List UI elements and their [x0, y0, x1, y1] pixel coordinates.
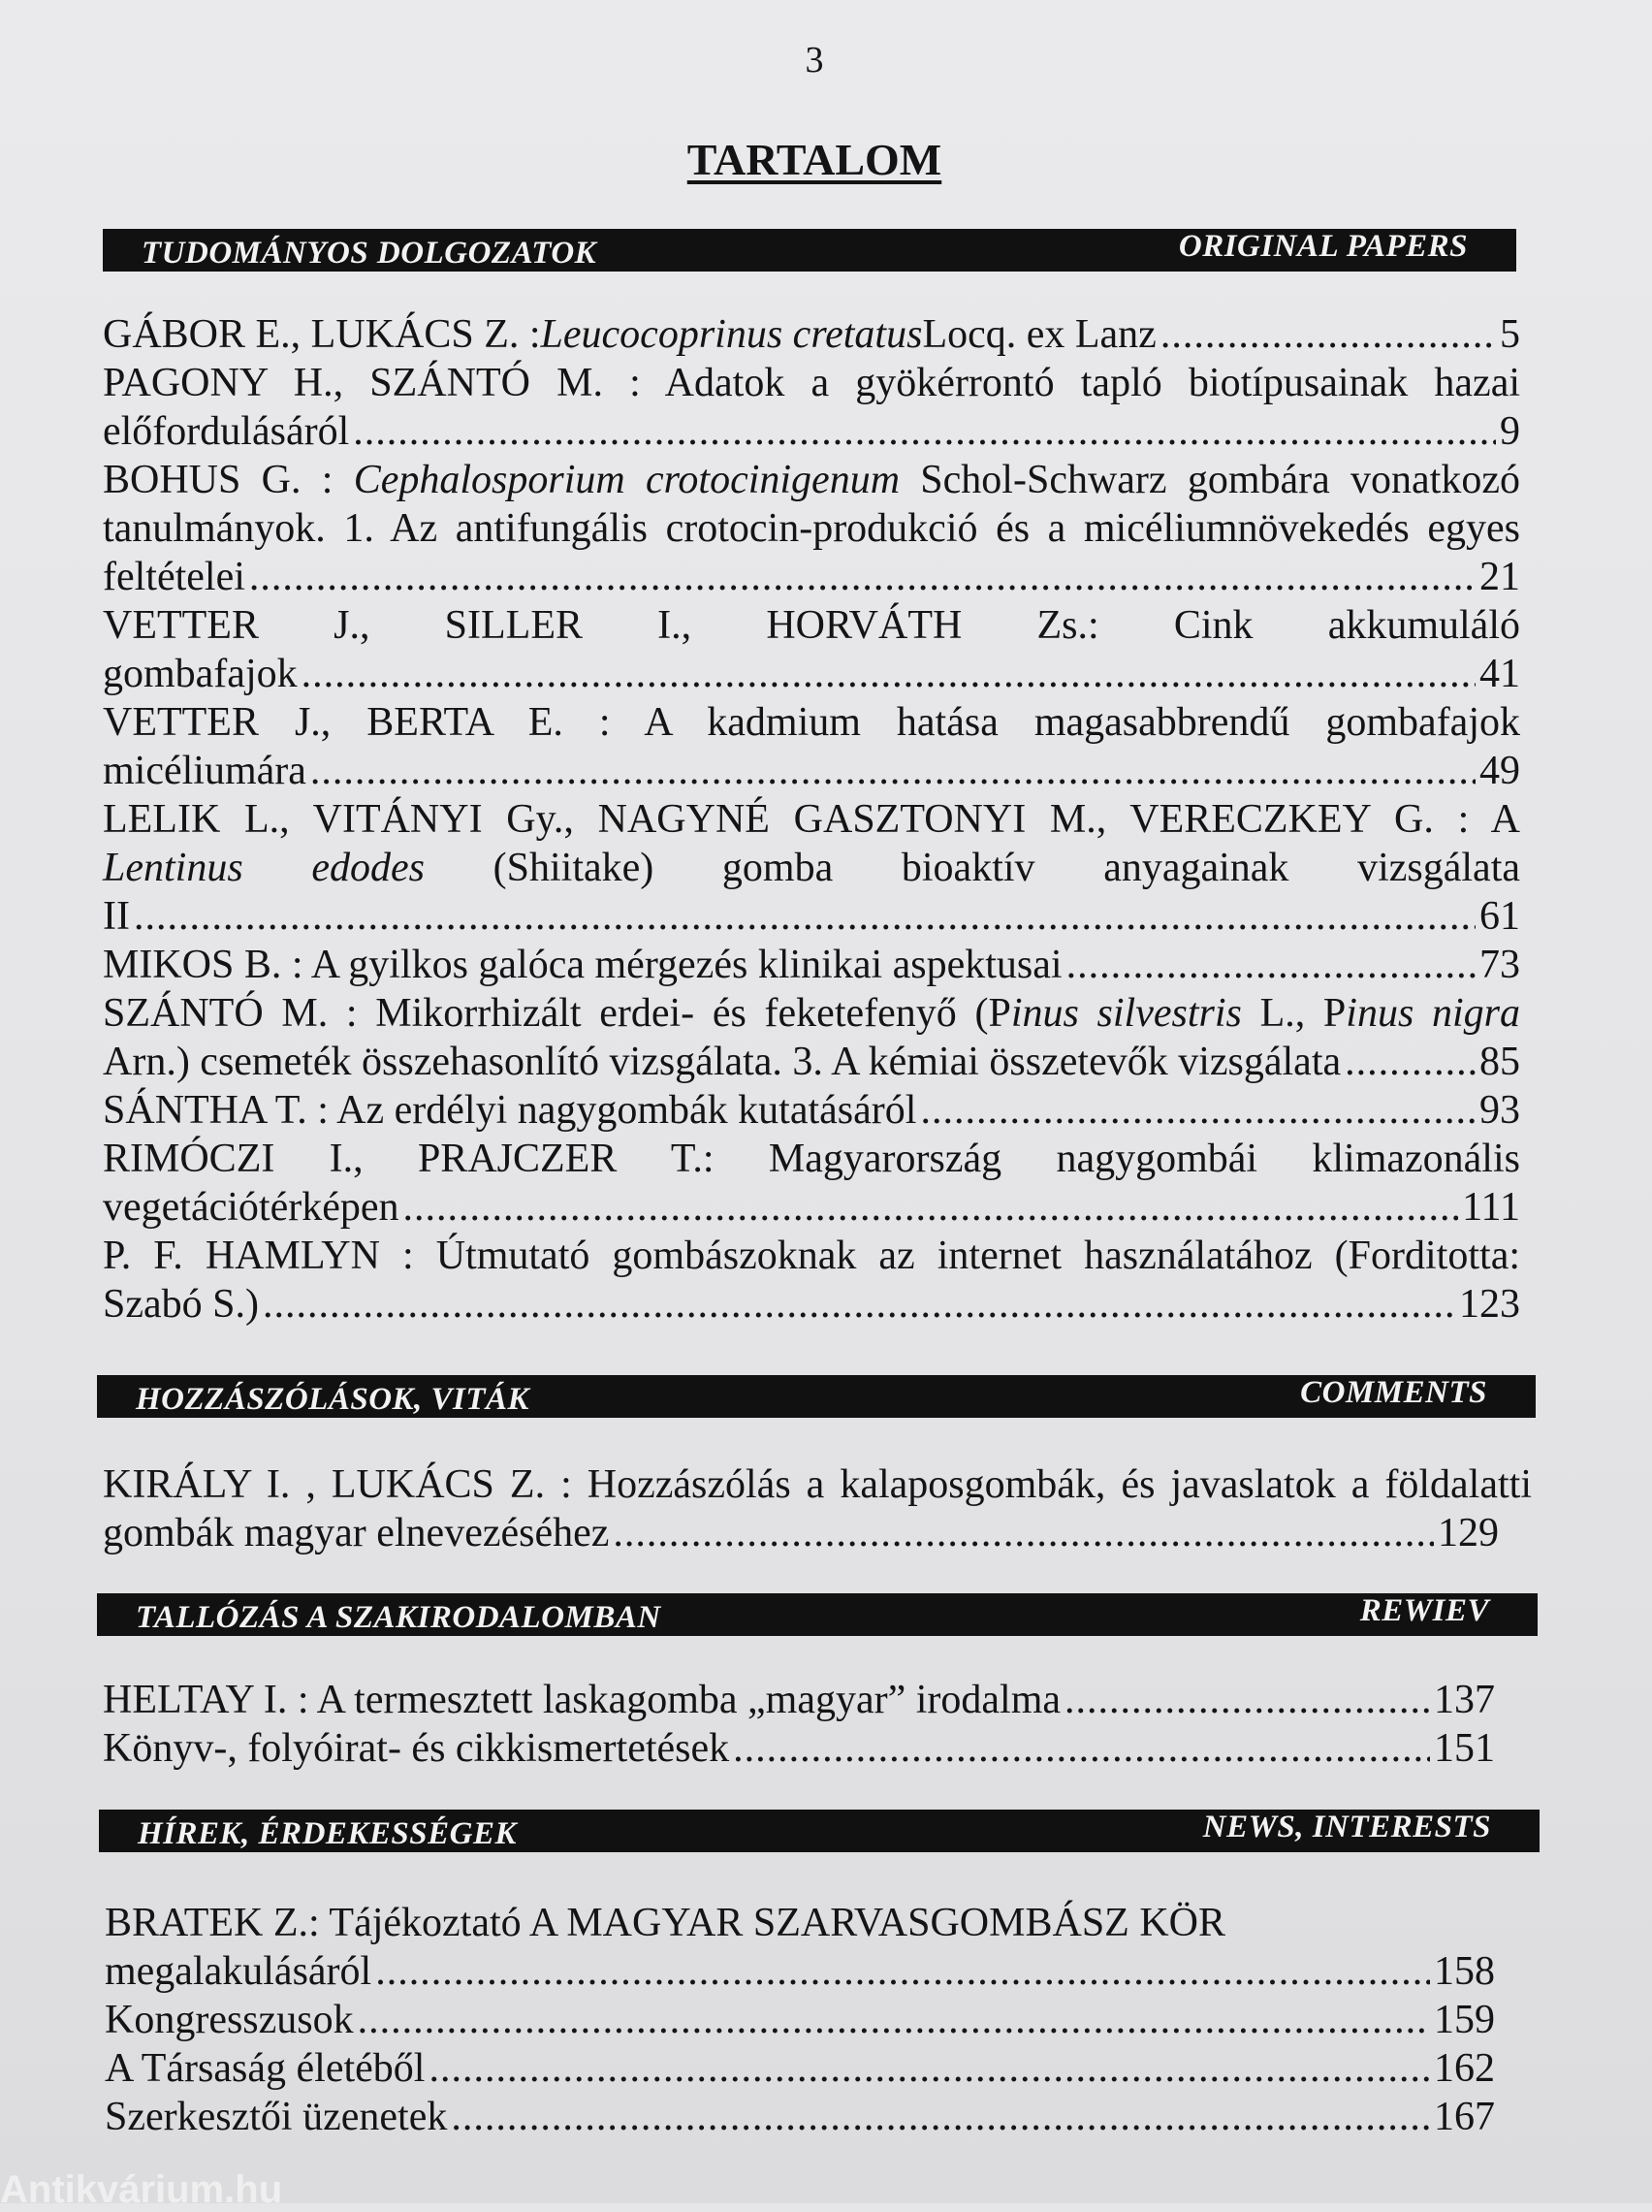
toc-page-number: 159 — [1434, 1998, 1495, 2042]
toc-page-number: 21 — [1479, 555, 1520, 599]
section-title-hu: HOZZÁSZÓLÁSOK, VITÁK — [136, 1382, 530, 1417]
entries-original-papers — [103, 310, 1520, 1329]
toc-page-number: 162 — [1434, 2046, 1495, 2091]
entries-comments — [103, 1460, 1532, 1557]
section-header-review — [97, 1593, 1538, 1636]
toc-page-number: 167 — [1434, 2095, 1495, 2139]
page-title: TARTALOM — [686, 135, 942, 184]
toc-entry: VETTER J., SILLER I., HORVÁTH Zs.: Cink akkumuláló gombafajok ..... 41 — [103, 601, 1520, 698]
toc-entry: BOHUS G. : Cephalosporium crotocinigenum Schol-Schwarz gombára vonatkozó tanulmányok. 1. Az antifungális crotocin-produkció és a micéliumnövekedés egyes feltételei ..... 21 — [103, 456, 1520, 601]
section-title-en: REWIEV — [1359, 1593, 1489, 1628]
section-title-en: ORIGINAL PAPERS — [1178, 229, 1468, 264]
toc-page-number: 61 — [1479, 894, 1520, 939]
toc-page-number: 9 — [1500, 409, 1520, 454]
toc-page-number: 5 — [1500, 312, 1520, 357]
toc-page-number: 73 — [1479, 943, 1520, 987]
toc-page-number: 123 — [1459, 1282, 1520, 1327]
toc-page-number: 158 — [1434, 1949, 1495, 1994]
toc-entry: Könyv-, folyóirat- és cikkismertetések ..... 151 — [103, 1724, 1495, 1773]
toc-entry: SZÁNTÓ M. : Mikorrhizált erdei- és feketefenyő (Pinus silvestris L., Pinus nigra Arn.) csemeték összehasonlító vizsgálata. 3. A kémiai összetevők vizsgálata ..... 85 — [103, 989, 1520, 1086]
toc-entry: MIKOS B. : A gyilkos galóca mérgezés klinikai aspektusai ..... 73 — [103, 941, 1520, 989]
toc-entry: HELTAY I. : A termesztett laskagomba „magyar” irodalma ..... 137 — [103, 1676, 1495, 1724]
toc-page-number: 85 — [1479, 1040, 1520, 1084]
section-header-comments — [97, 1375, 1536, 1418]
toc-entry: SÁNTHA T. : Az erdélyi nagygombák kutatásáról ..... 93 — [103, 1086, 1520, 1135]
entries-news — [105, 1899, 1495, 2141]
toc-entry: VETTER J., BERTA E. : A kadmium hatása magasabbrendű gombafajok micéliumára ..... 49 — [103, 698, 1520, 795]
toc-entry: megalakulásáról ..... 158 — [105, 1947, 1495, 1996]
section-title-en: NEWS, INTERESTS — [1202, 1810, 1491, 1844]
toc-page-number: 93 — [1479, 1088, 1520, 1133]
toc-entry: P. F. HAMLYN : Útmutató gombászoknak az internet használatához (Forditotta: Szabó S.) ..... 123 — [103, 1232, 1520, 1329]
page-number: 3 — [805, 40, 824, 80]
toc-entry: Szerkesztői üzenetek ..... 167 — [105, 2093, 1495, 2141]
section-header-original-papers — [103, 229, 1516, 272]
toc-page-number: 41 — [1479, 652, 1520, 696]
watermark: Antikvárium.hu — [0, 2168, 283, 2211]
toc-entry: BRATEK Z.: Tájékoztató A MAGYAR SZARVASGOMBÁSZ KÖR — [105, 1901, 1226, 1945]
toc-entry: GÁBOR E., LUKÁCS Z. : Leucocoprinus cretatus Locq. ex Lanz ..... 5 — [103, 310, 1520, 359]
toc-entry: LELIK L., VITÁNYI Gy., NAGYNÉ GASZTONYI M., VERECZKEY G. : A Lentinus edodes (Shiitake) gomba bioaktív anyagainak vizsgálata II ..... 61 — [103, 795, 1520, 941]
section-title-en: COMMENTS — [1300, 1375, 1487, 1410]
entries-review — [103, 1676, 1495, 1773]
toc-page-number: 151 — [1434, 1726, 1495, 1771]
section-header-news — [99, 1810, 1540, 1852]
toc-page-number: 137 — [1434, 1678, 1495, 1722]
toc-entry: Kongresszusok ..... 159 — [105, 1996, 1495, 2044]
toc-entry: KIRÁLY I. , LUKÁCS Z. : Hozzászólás a kalaposgombák, és javaslatok a földalatti gombák magyar elnevezéséhez ..... 129 — [103, 1460, 1532, 1557]
toc-entry: A Társaság életéből ..... 162 — [105, 2044, 1495, 2093]
section-title-hu: TUDOMÁNYOS DOLGOZATOK — [142, 236, 597, 271]
section-title-hu: HÍREK, ÉRDEKESSÉGEK — [138, 1816, 517, 1851]
toc-page-number: 129 — [1438, 1511, 1499, 1555]
toc-entry: RIMÓCZI I., PRAJCZER T.: Magyarország nagygombái klimazonális vegetációtérképen ..... 111 — [103, 1135, 1520, 1232]
section-title-hu: TALLÓZÁS A SZAKIRODALOMBAN — [136, 1600, 661, 1635]
toc-entry: PAGONY H., SZÁNTÓ M. : Adatok a gyökérrontó tapló biotípusainak hazai előfordulásáról ..... 9 — [103, 359, 1520, 456]
toc-page-number: 111 — [1462, 1185, 1520, 1230]
toc-page-number: 49 — [1479, 749, 1520, 793]
